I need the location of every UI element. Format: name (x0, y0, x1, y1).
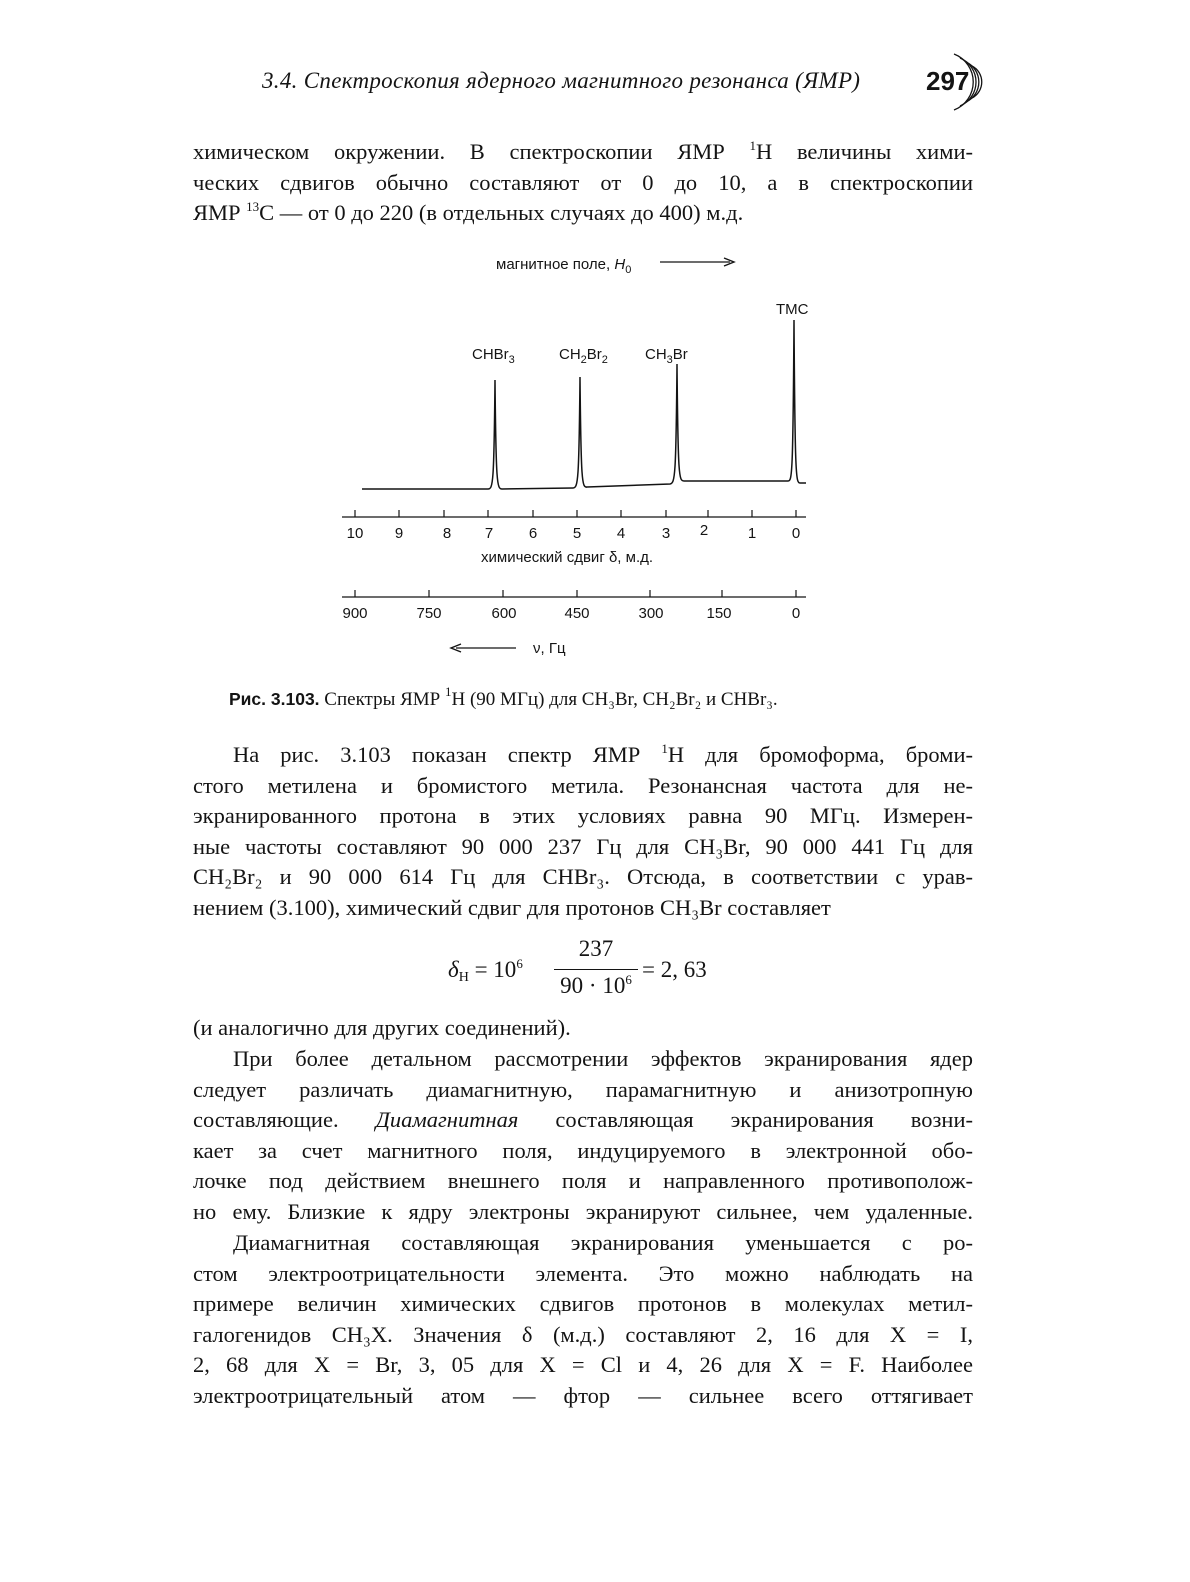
text-line: На рис. 3.103 показан спектр ЯМР $^1$H для бромоформа, броми- (233, 741, 973, 767)
hz-tick-label: 900 (342, 605, 368, 622)
hz-tick-label: 150 (706, 605, 732, 622)
text-line: стом электроотрицательности элемента. Это можно наблюдать на (193, 1260, 973, 1286)
spectrum-trace (362, 320, 806, 489)
hz-ticks (355, 590, 796, 597)
ppm-axis-label: химический сдвиг δ, м.д. (481, 549, 654, 566)
formula-rhs: = 2, 63 (642, 957, 707, 982)
text-line: примере величин химических сдвигов протонов в молекулах метил- (193, 1291, 973, 1316)
text-line: ческих сдвигов обычно составляют от 0 до 10, а в спектроскопии (193, 169, 973, 195)
text-line: ные частоты составляют 90 000 237 Гц для CH₃Br, 90 000 441 Гц для (193, 833, 973, 859)
text-line: ЯМР $^{13}$C — от 0 до 220 (в отдельных случаях до 400) м.д. (193, 199, 744, 225)
text-line: стого метилена и бромистого метила. Резонансная частота для не- (193, 772, 973, 798)
hz-tick-label: 450 (564, 605, 590, 622)
text-line: кает за счет магнитного поля, индуцируемого в электронной обо- (193, 1137, 973, 1163)
page-number: 297 (926, 66, 970, 96)
ppm-tick-label: 5 (572, 525, 582, 542)
ppm-tick-label: 0 (791, 525, 801, 542)
chemical-shift-formula (448, 936, 748, 1006)
text-line: электроотрицательный атом — фтор — сильнее всего оттягивает (193, 1382, 973, 1408)
running-title: 3.4. Спектроскопия ядерного магнитного резонанса (ЯМР) (262, 68, 861, 93)
fraction-bar (554, 969, 638, 970)
ppm-tick-label: 3 (661, 525, 671, 542)
text-line: лочке под действием внешнего поля и направленного противополож- (193, 1168, 973, 1193)
formula-denominator: $90 \cdot 10^6$ (560, 972, 632, 998)
peak-label-ch2br2: $CH_2Br_2$ (559, 346, 608, 366)
hz-tick-label: 300 (638, 605, 664, 622)
ppm-ticks (355, 510, 796, 517)
body-paragraph-2 (193, 1044, 973, 1227)
hz-tick-label: 600 (491, 605, 517, 622)
text-line: составляющие. Диамагнитная составляющая экранирования возни- (193, 1107, 973, 1132)
text-line: Диамагнитная составляющая экранирования уменьшается с ро- (233, 1230, 973, 1255)
figure-caption: Рис. 3.103. Спектры ЯМР $^1$H (90 МГц) для CH₃Br, CH₂Br₂ и CHBr₃. (229, 684, 778, 710)
body-paragraph-3 (193, 1228, 973, 1411)
after-formula-text (193, 1013, 973, 1044)
hz-axis-label: ν, Гц (533, 640, 566, 657)
text-line: 2, 68 для X = Br, 3, 05 для X = Cl и 4, 26 для X = F. Наиболее (193, 1352, 973, 1377)
text-line: нением (3.100), химический сдвиг для протонов CH₃Br составляет (193, 894, 831, 920)
peak-label-chbr3: CHBr$_3$ (472, 346, 515, 366)
text-line: следует различать диамагнитную, парамагнитную и анизотропную (193, 1076, 973, 1102)
ppm-tick-label: 7 (484, 525, 494, 542)
text-line: CH₂Br₂ и 90 000 614 Гц для CHBr₃. Отсюда, в соответствии с урав- (193, 864, 973, 889)
text-line: экранированного протона в этих условиях равна 90 МГц. Измерен- (193, 803, 973, 828)
ppm-tick-label: 4 (616, 525, 626, 542)
text-line: При более детальном рассмотрении эффектов экранирования ядер (233, 1046, 973, 1071)
formula-lhs: $\delta_H = 10^6$ (448, 956, 523, 985)
text-line: но ему. Близкие к ядру электроны экранируют сильнее, чем удаленные. (193, 1198, 973, 1224)
ppm-tick-label: 6 (528, 525, 538, 542)
ppm-tick-label: 8 (442, 525, 452, 542)
nmr-spectrum-figure (0, 0, 1190, 700)
field-label: магнитное поле, $H_0$ (496, 256, 632, 276)
ppm-tick-label: 9 (394, 525, 404, 542)
text-line: химическом окружении. В спектроскопии ЯМР $^1$H величины хими- (193, 138, 973, 164)
peak-label-tmc: TMC (776, 301, 809, 318)
ppm-tick-label: 2 (699, 522, 709, 539)
hz-tick-label: 750 (416, 605, 442, 622)
text-line: (и аналогично для других соединений). (193, 1015, 571, 1040)
ppm-tick-label: 10 (346, 525, 364, 542)
hz-tick-labels (342, 605, 800, 622)
ppm-tick-labels (347, 522, 801, 542)
peak-label-ch3br: $CH_3Br$ (645, 346, 688, 366)
ppm-tick-label: 1 (747, 525, 757, 542)
hz-tick-label: 0 (791, 605, 801, 622)
body-paragraph-1 (193, 740, 973, 923)
formula-numerator: 237 (578, 936, 614, 961)
text-line: галогенидов CH₃X. Значения δ (м.д.) составляют 2, 16 для X = I, (193, 1321, 973, 1347)
